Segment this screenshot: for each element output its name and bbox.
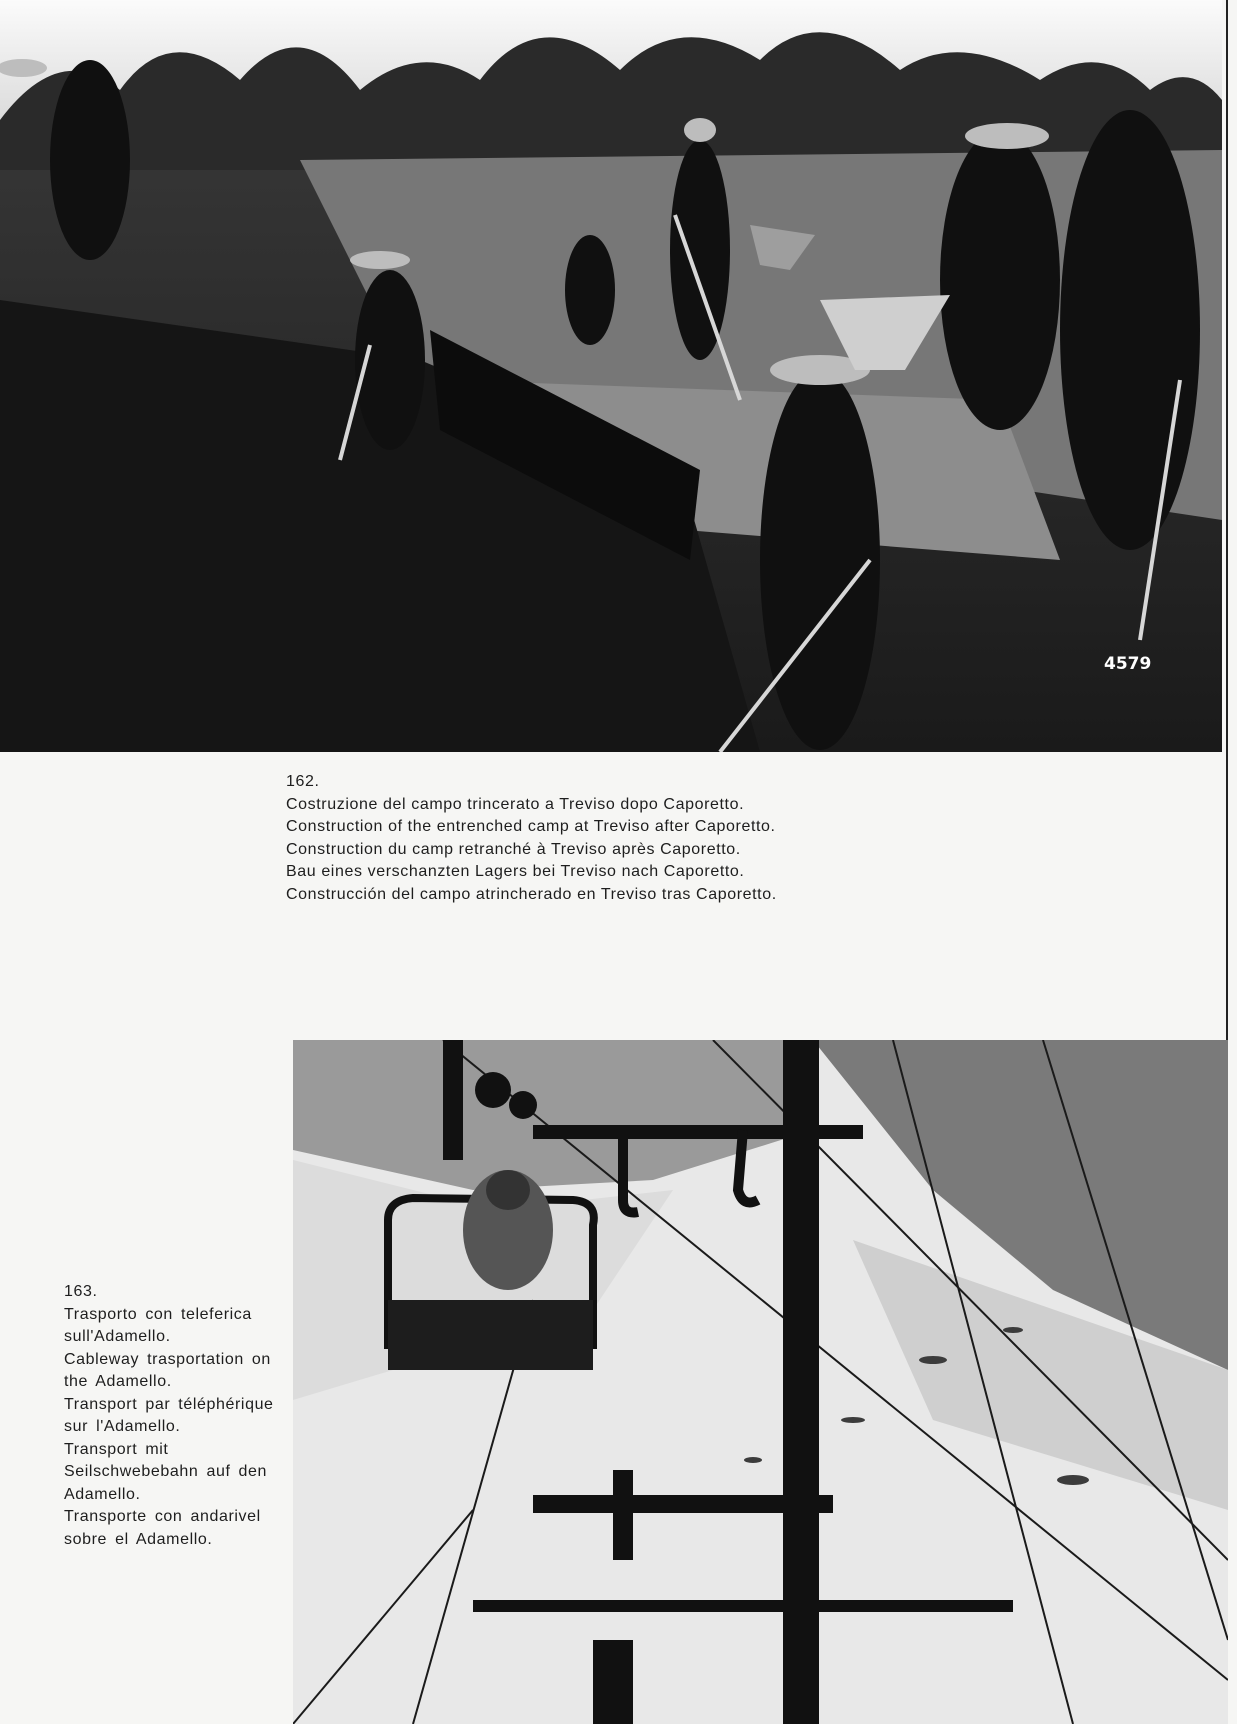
caption-line-italian: Costruzione del campo trincerato a Treviso dopo Caporetto. (286, 795, 745, 813)
caption-line-french: Construction du camp retranché à Treviso après Caporetto. (286, 840, 741, 858)
photo-cableway-adamello (293, 1040, 1228, 1724)
caption-line-german: Bau eines verschanzten Lagers bei Treviso nach Caporetto. (286, 863, 745, 880)
caption-163 (64, 1281, 290, 1551)
caption-line-spanish: Construcción del campo atrincherado en Treviso tras Caporetto. (286, 885, 777, 903)
photo-trench-construction (0, 0, 1222, 752)
page-edge-rule (1226, 0, 1228, 1040)
caption-number: 162. (286, 773, 320, 790)
caption-line-spanish: Transporte con andarivel sobre el Adamello. (64, 1508, 261, 1548)
caption-162 (286, 771, 886, 906)
caption-line-english: Cableway trasportation on the Adamello. (64, 1350, 271, 1390)
caption-line-english: Construction of the entrenched camp at Treviso after Caporetto. (286, 818, 776, 835)
caption-line-german: Transport mit Seilschwebebahn auf den Adamello. (64, 1440, 268, 1503)
caption-number: 163. (64, 1283, 98, 1300)
plate-number: 4579 (1104, 654, 1152, 674)
caption-line-italian: Trasporto con teleferica sull'Adamello. (64, 1305, 252, 1345)
caption-line-french: Transport par téléphérique sur l'Adamello. (64, 1395, 274, 1435)
